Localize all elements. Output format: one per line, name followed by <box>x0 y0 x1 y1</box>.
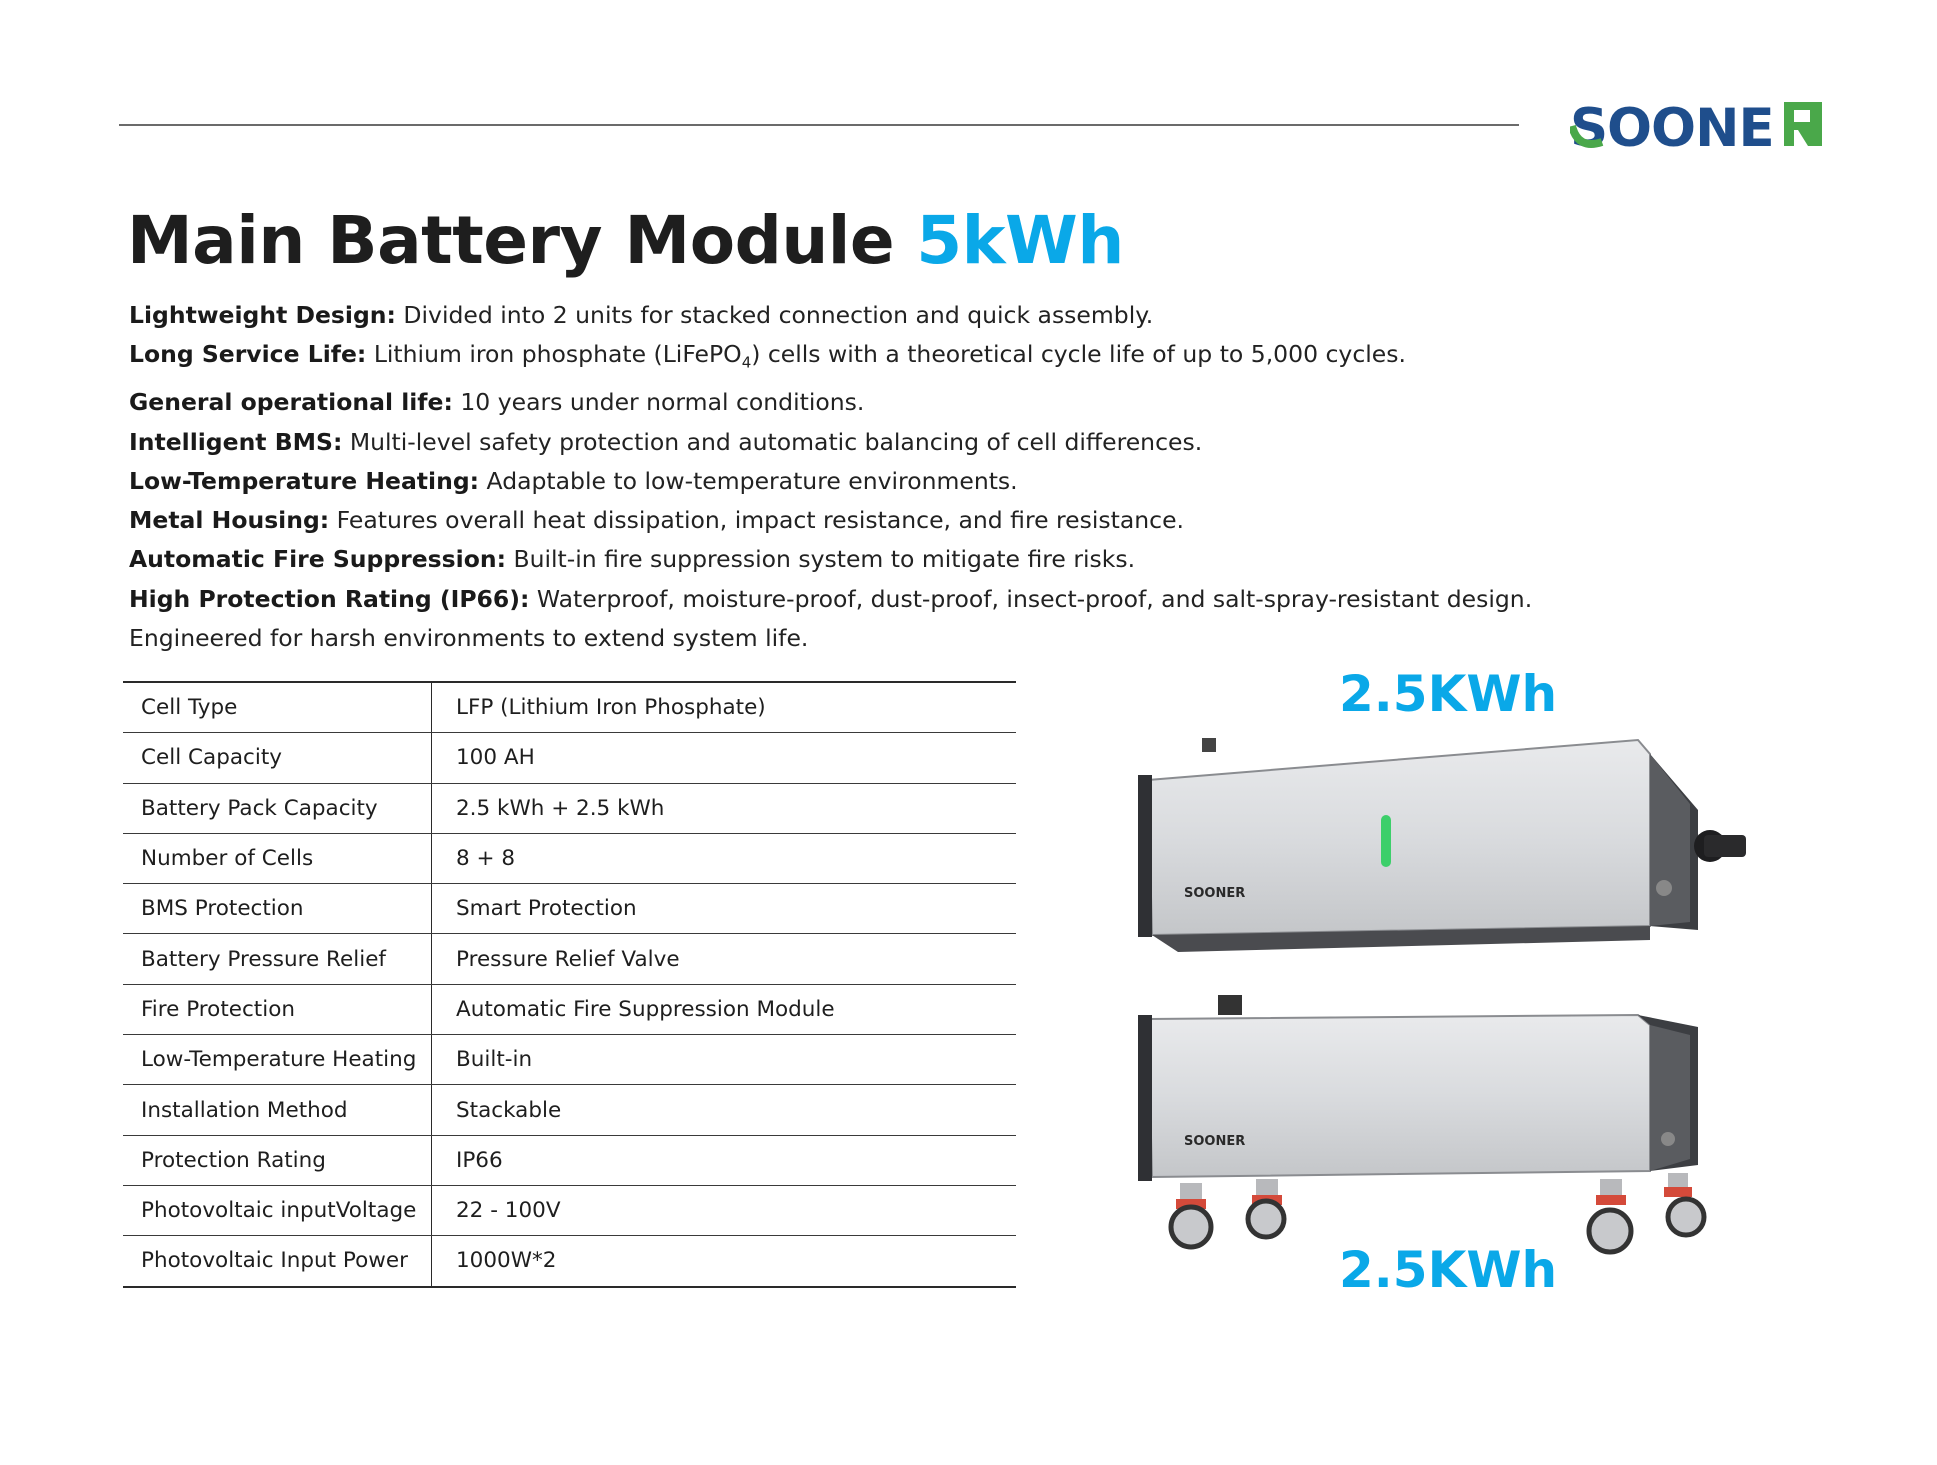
table-row <box>123 733 1016 783</box>
title-main: Main Battery Module <box>127 202 895 279</box>
svg-text:S: S <box>1570 98 1608 154</box>
spec-label: Battery Pack Capacity <box>123 783 432 833</box>
spec-value: Automatic Fire Suppression Module <box>432 984 1017 1034</box>
caster-wheel <box>1171 1183 1211 1247</box>
battery-module-top-image <box>1138 730 1760 955</box>
feature-item <box>129 296 1579 335</box>
spec-label: Photovoltaic inputVoltage <box>123 1185 432 1235</box>
feature-text: Engineered for harsh environments to extend system life. <box>129 624 809 653</box>
caster-wheel <box>1664 1173 1704 1235</box>
caster-wheel <box>1589 1179 1631 1252</box>
feature-text: ) cells with a theoretical cycle life of up to 5,000 cycles. <box>751 340 1406 369</box>
header-rule <box>119 124 1519 126</box>
page-title <box>127 198 1124 284</box>
svg-text:OONE: OONE <box>1607 98 1774 154</box>
spec-value: Pressure Relief Valve <box>432 934 1017 984</box>
feature-text: Waterproof, moisture-proof, dust-proof, insect-proof, and salt-spray-resistant design. <box>536 584 1533 613</box>
spec-value: LFP (Lithium Iron Phosphate) <box>432 682 1017 733</box>
spec-value: 8 + 8 <box>432 833 1017 883</box>
battery-module-bottom-image <box>1138 995 1760 1265</box>
caster-wheel <box>1248 1179 1284 1237</box>
table-row <box>123 1135 1016 1185</box>
spec-value: 2.5 kWh + 2.5 kWh <box>432 783 1017 833</box>
feature-item <box>129 540 1579 579</box>
spec-label: Protection Rating <box>123 1135 432 1185</box>
spec-label: Cell Capacity <box>123 733 432 783</box>
feature-item <box>129 580 1579 619</box>
housing-logo: SOONER <box>1184 886 1246 901</box>
feature-item <box>129 423 1579 462</box>
table-row <box>123 934 1016 984</box>
table-row <box>123 884 1016 934</box>
spec-value: Stackable <box>432 1085 1017 1135</box>
spec-table <box>123 681 1016 1288</box>
spec-label: Installation Method <box>123 1085 432 1135</box>
feature-label: Automatic Fire Suppression: <box>129 545 506 574</box>
feature-item <box>129 501 1579 540</box>
spec-value: 100 AH <box>432 733 1017 783</box>
spec-value: 22 - 100V <box>432 1185 1017 1235</box>
feature-text: Built-in fire suppression system to mitigate fire risks. <box>513 545 1136 574</box>
spec-label: Cell Type <box>123 682 432 733</box>
top-module-capacity: 2.5KWh <box>1339 665 1558 723</box>
table-row <box>123 984 1016 1034</box>
feature-text: Adaptable to low-temperature environments. <box>486 466 1018 495</box>
spec-label: Number of Cells <box>123 833 432 883</box>
feature-label: Intelligent BMS: <box>129 427 343 456</box>
feature-item <box>129 335 1579 383</box>
spec-value: Built-in <box>432 1035 1017 1085</box>
table-row <box>123 833 1016 883</box>
feature-text: Divided into 2 units for stacked connection and quick assembly. <box>403 301 1154 329</box>
table-row <box>123 783 1016 833</box>
feature-text: Features overall heat dissipation, impact resistance, and fire resistance. <box>336 506 1185 535</box>
feature-subscript: 4 <box>741 353 752 372</box>
table-row <box>123 1185 1016 1235</box>
feature-item <box>129 383 1579 422</box>
feature-text: Lithium iron phosphate (LiFePO <box>373 340 742 369</box>
table-row <box>123 682 1016 733</box>
table-row <box>123 1035 1016 1085</box>
spec-label: Photovoltaic Input Power <box>123 1236 432 1287</box>
spec-label: Fire Protection <box>123 984 432 1034</box>
sooner-logo <box>1570 96 1832 154</box>
feature-label: Long Service Life: <box>129 340 367 369</box>
feature-text: Multi-level safety protection and automatic balancing of cell differences. <box>349 427 1203 456</box>
bottom-module-capacity: 2.5KWh <box>1339 1241 1558 1299</box>
status-light <box>1381 815 1391 867</box>
spec-value: Smart Protection <box>432 884 1017 934</box>
table-row <box>123 1236 1016 1287</box>
feature-label: Lightweight Design: <box>129 301 396 329</box>
spec-value: 1000W*2 <box>432 1236 1017 1287</box>
feature-label: Low-Temperature Heating: <box>129 466 480 495</box>
spec-label: BMS Protection <box>123 884 432 934</box>
feature-item <box>129 462 1579 501</box>
feature-item <box>129 619 1579 658</box>
feature-label: High Protection Rating (IP66): <box>129 584 530 613</box>
spec-value: IP66 <box>432 1135 1017 1185</box>
spec-label: Battery Pressure Relief <box>123 934 432 984</box>
title-capacity: 5kWh <box>916 202 1124 279</box>
spec-label: Low-Temperature Heating <box>123 1035 432 1085</box>
table-row <box>123 1085 1016 1135</box>
feature-label: Metal Housing: <box>129 506 330 535</box>
feature-text: 10 years under normal conditions. <box>460 388 865 417</box>
feature-label: General operational life: <box>129 388 453 417</box>
feature-list <box>129 296 1579 658</box>
housing-logo: SOONER <box>1184 1134 1246 1149</box>
